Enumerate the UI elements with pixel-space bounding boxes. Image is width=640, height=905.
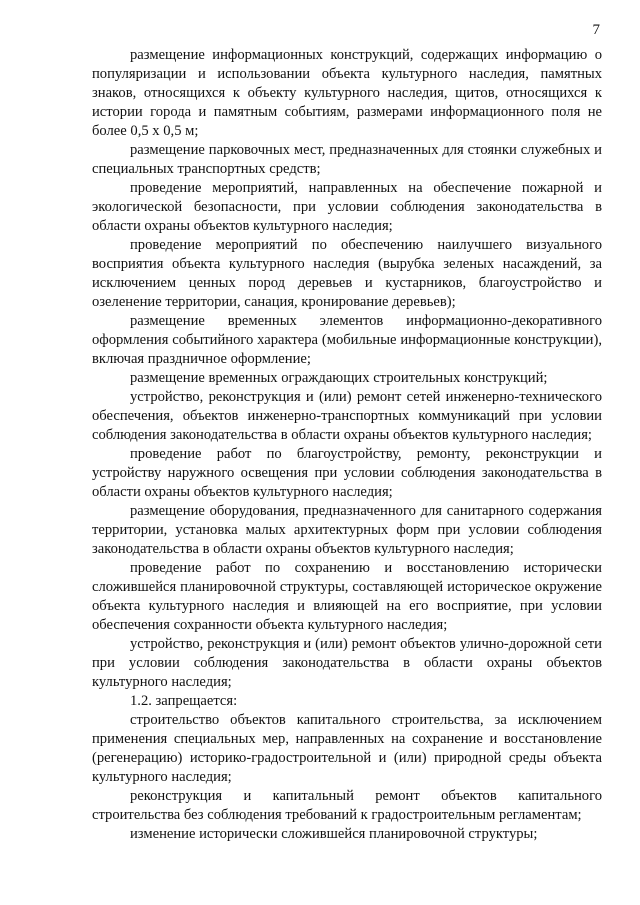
paragraph: размещение информационных конструкций, содержащих информацию о популяризации и использовании объекта культурного наследия, памятных знаков, относящихся к объекту культурного наследия, щитов, относящихся к истории города и памятным событиям, размерами информационного поля не более 0,5 х 0,5 м; [92, 47, 602, 139]
paragraph: проведение мероприятий по обеспечению наилучшего визуального восприятия объекта культурного наследия (вырубка зеленых насаждений, за исключением ценных пород деревьев и кустарников, благоустройство и озеленение территории, санация, кронирование деревьев); [92, 237, 602, 310]
paragraph: размещение временных ограждающих строительных конструкций; [130, 370, 548, 386]
paragraph: размещение парковочных мест, предназначенных для стоянки служебных и специальных транспортных средств; [92, 142, 602, 177]
paragraph: устройство, реконструкция и (или) ремонт сетей инженерно-технического обеспечения, объектов инженерно-транспортных коммуникаций при условии соблюдения законодательства в области охраны объектов культурного наследия; [92, 389, 602, 443]
document-body [92, 46, 602, 844]
paragraph: изменение исторически сложившейся планировочной структуры; [130, 826, 538, 842]
paragraph: проведение работ по благоустройству, ремонту, реконструкции и устройству наружного освещения при условии соблюдения законодательства в области охраны объектов культурного наследия; [92, 446, 602, 500]
page-number: 7 [592, 22, 600, 38]
paragraph: проведение работ по сохранению и восстановлению исторически сложившейся планировочной структуры, составляющей историческое окружение объекта культурного наследия и влияющей на его восприятие, при условии обеспечения сохранности объекта культурного наследия; [92, 560, 602, 633]
paragraph: размещение оборудования, предназначенного для санитарного содержания территории, установка малых архитектурных форм при условии соблюдения законодательства в области охраны объектов культурного наследия; [92, 503, 602, 557]
paragraph: размещение временных элементов информационно-декоративного оформления событийного характера (мобильные информационные конструкции), включая праздничное оформление; [92, 313, 602, 367]
paragraph: строительство объектов капитального строительства, за исключением применения специальных мер, направленных на сохранение и восстановление (регенерацию) историко-градостроительной и (или) природной среды объекта культурного наследия; [92, 712, 602, 785]
paragraph: устройство, реконструкция и (или) ремонт объектов улично-дорожной сети при условии соблюдения законодательства в области охраны объектов культурного наследия; [92, 636, 602, 690]
paragraph: реконструкция и капитальный ремонт объектов капитального строительства без соблюдения требований к градостроительным регламентам; [92, 788, 602, 823]
section-heading: 1.2. запрещается: [130, 693, 238, 709]
paragraph: проведение мероприятий, направленных на обеспечение пожарной и экологической безопасности, при условии соблюдения законодательства в области охраны объектов культурного наследия; [92, 180, 602, 234]
